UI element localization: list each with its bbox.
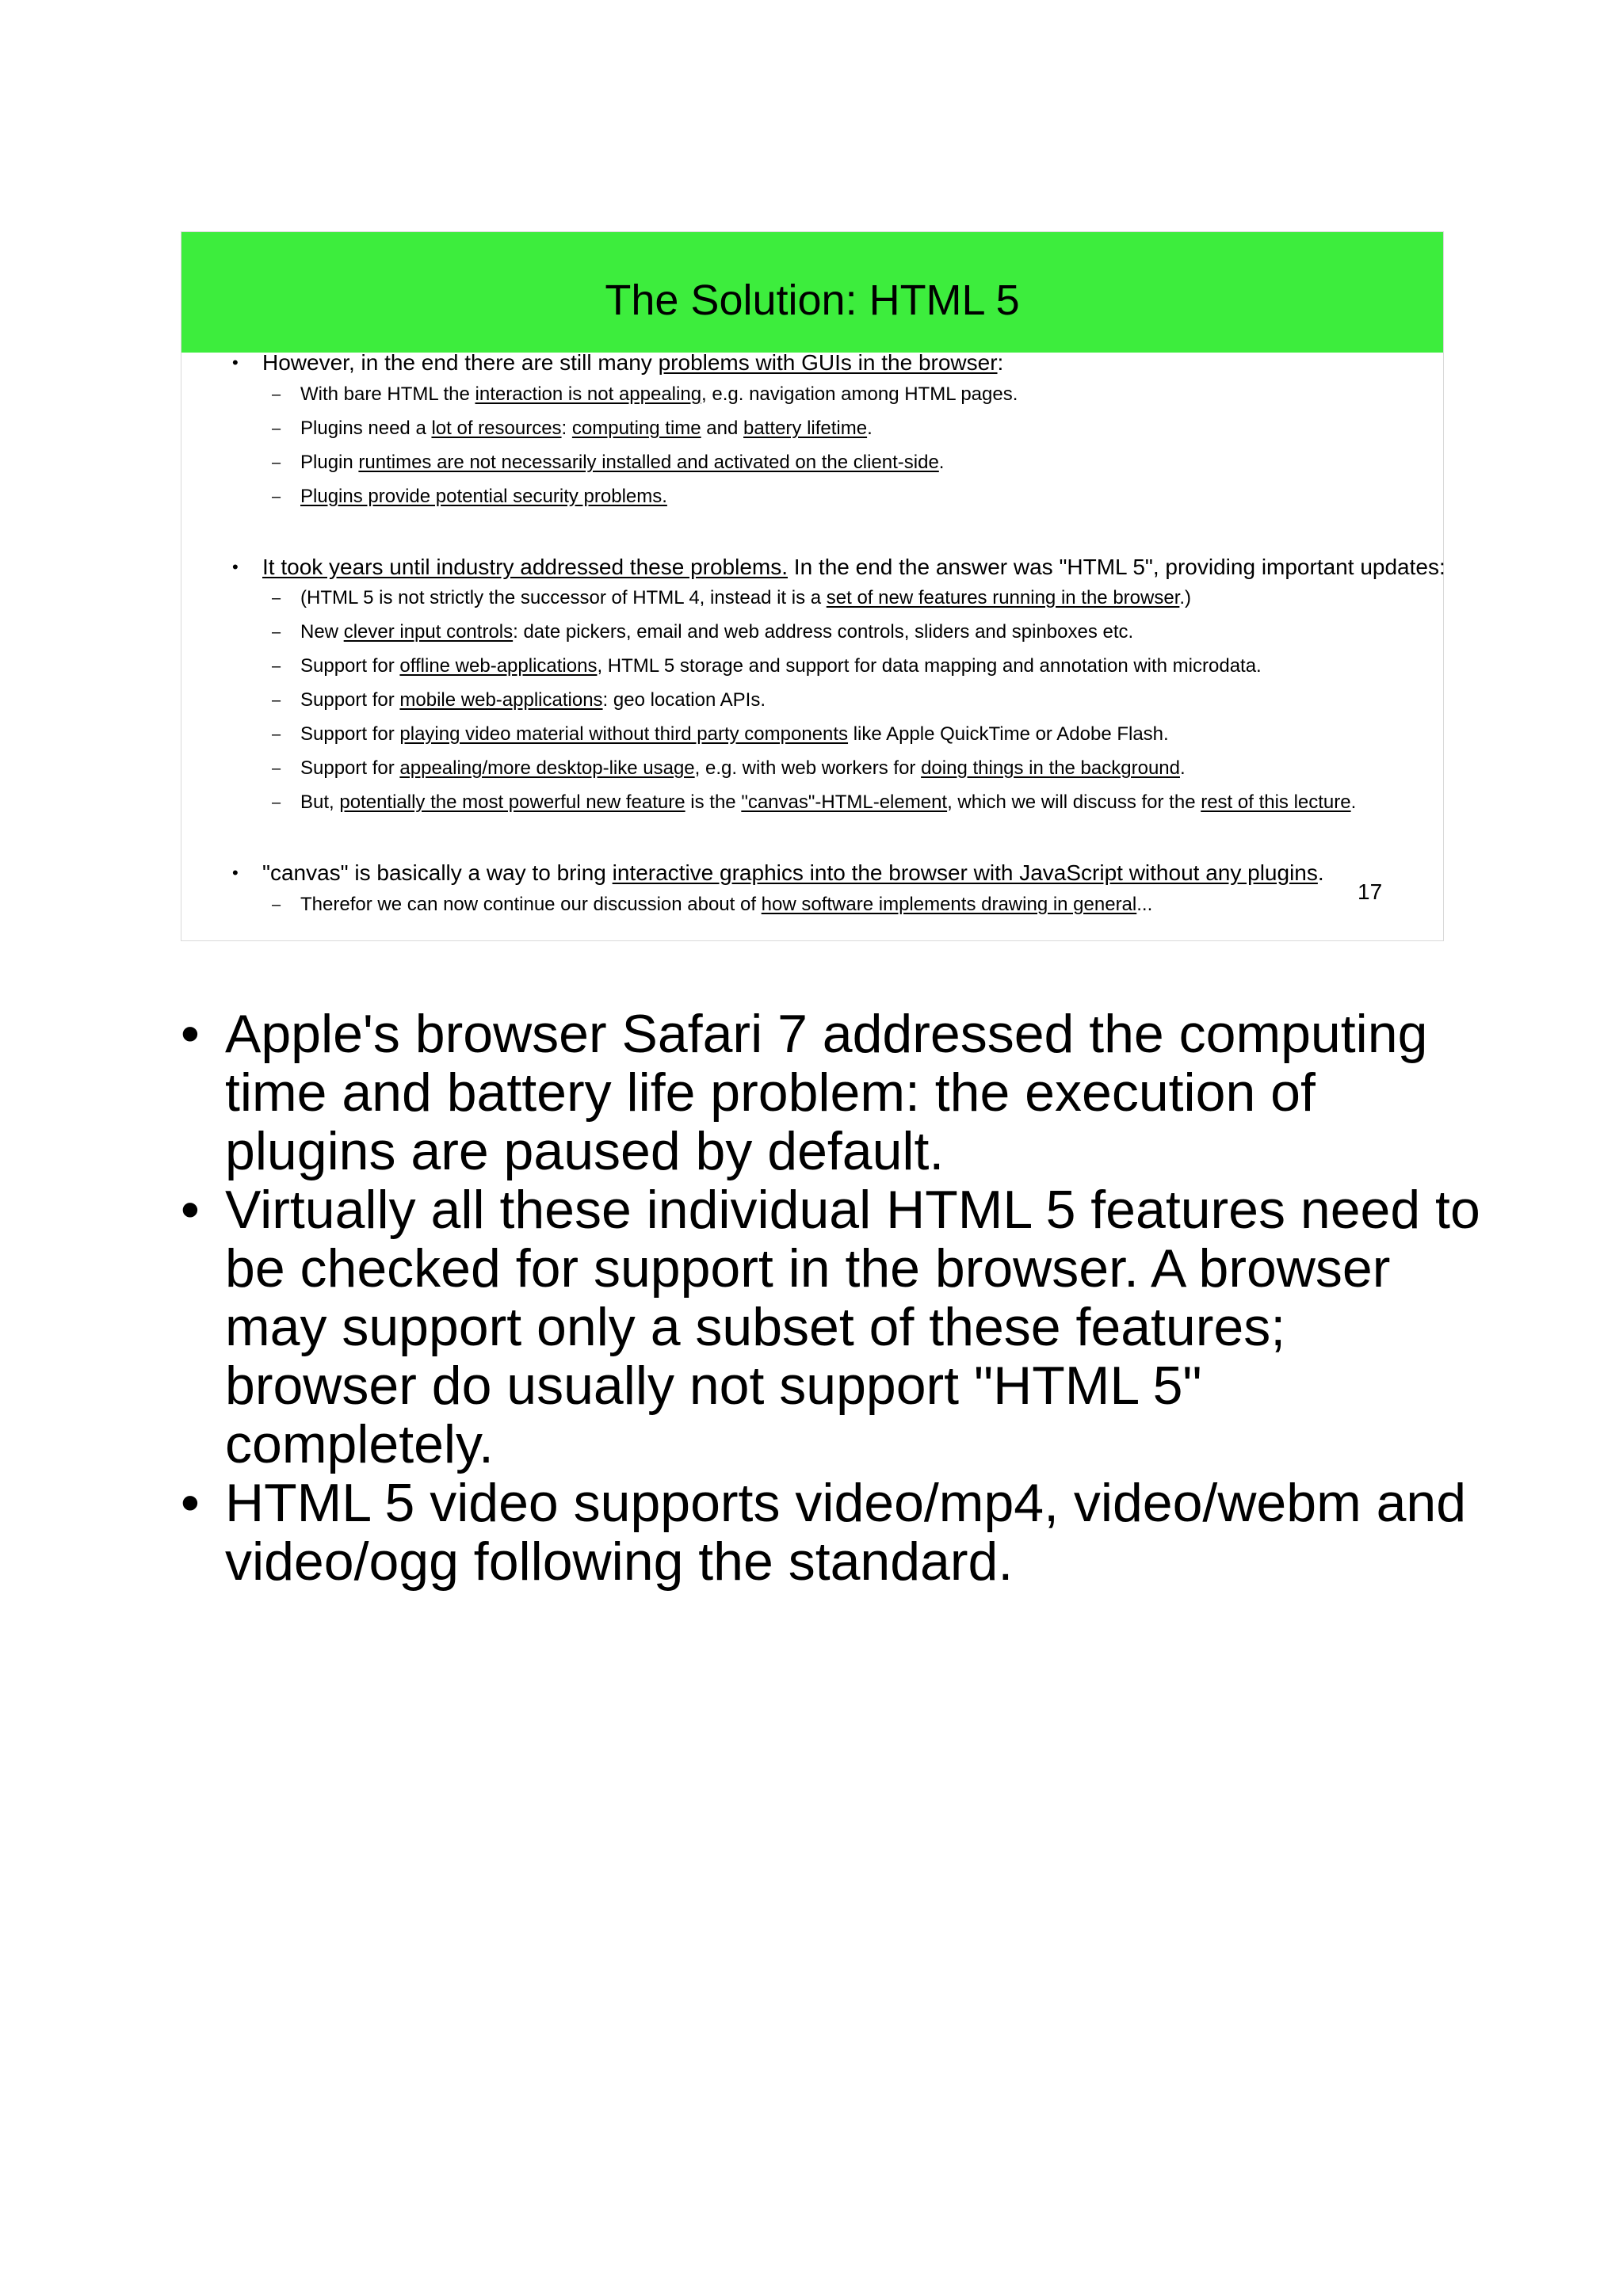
sub-bullet-drawing-general: – Therefor we can now continue our discussion about of how software implements drawing in general... — [300, 893, 1152, 917]
sub-bullet-plugin-resources: – Plugins need a lot of resources: computing time and battery lifetime. — [300, 417, 873, 441]
slide — [181, 231, 1444, 941]
sub-bullet-desktop-usage: – Support for appealing/more desktop-like usage, e.g. with web workers for doing things in the background. — [300, 757, 1186, 780]
sub-bullet-bare-html: – With bare HTML the interaction is not appealing, e.g. navigation among HTML pages. — [300, 383, 1018, 406]
slide-header — [181, 232, 1443, 353]
bullet-gui-problems: • However, in the end there are still many problems with GUIs in the browser: — [262, 349, 1003, 376]
slide-title: The Solution: HTML 5 — [605, 277, 1020, 324]
note-item: • Virtually all these individual HTML 5 features need to be checked for support in the browser. A browser may support only a subset of these features; browser do usually not support "HTML 5" completely. — [181, 1180, 1480, 1474]
sub-bullet-video: – Support for playing video material without third party components like Apple QuickTime or Adobe Flash. — [300, 723, 1169, 746]
sub-bullet-mobile-apps: – Support for mobile web-applications: geo location APIs. — [300, 688, 766, 712]
sub-bullet-not-successor: – (HTML 5 is not strictly the successor of HTML 4, instead it is a set of new features running in the browser.) — [300, 586, 1191, 610]
speaker-notes — [181, 1005, 1480, 1591]
bullet-canvas: • "canvas" is basically a way to bring interactive graphics into the browser with JavaScript without any plugins. — [262, 860, 1324, 887]
sub-bullet-plugin-runtimes: – Plugin runtimes are not necessarily installed and activated on the client-side. — [300, 451, 944, 475]
note-item: • HTML 5 video supports video/mp4, video/webm and video/ogg following the standard. — [181, 1474, 1480, 1591]
note-item: • Apple's browser Safari 7 addressed the computing time and battery life problem: the execution of plugins are paused by default. — [181, 1005, 1480, 1180]
sub-bullet-offline-apps: – Support for offline web-applications, HTML 5 storage and support for data mapping and annotation with microdata. — [300, 654, 1262, 678]
bullet-industry-html5: • It took years until industry addressed these problems. In the end the answer was "HTML 5", providing important updates: — [262, 554, 1445, 581]
sub-bullet-canvas-element: – But, potentially the most powerful new feature is the "canvas"-HTML-element, which we will discuss for the rest of this lecture. — [300, 791, 1356, 814]
sub-bullet-plugin-security: – Plugins provide potential security problems. — [300, 485, 667, 509]
sub-bullet-input-controls: – New clever input controls: date pickers, email and web address controls, sliders and spinboxes etc. — [300, 620, 1133, 644]
slide-page-number: 17 — [1358, 879, 1383, 904]
